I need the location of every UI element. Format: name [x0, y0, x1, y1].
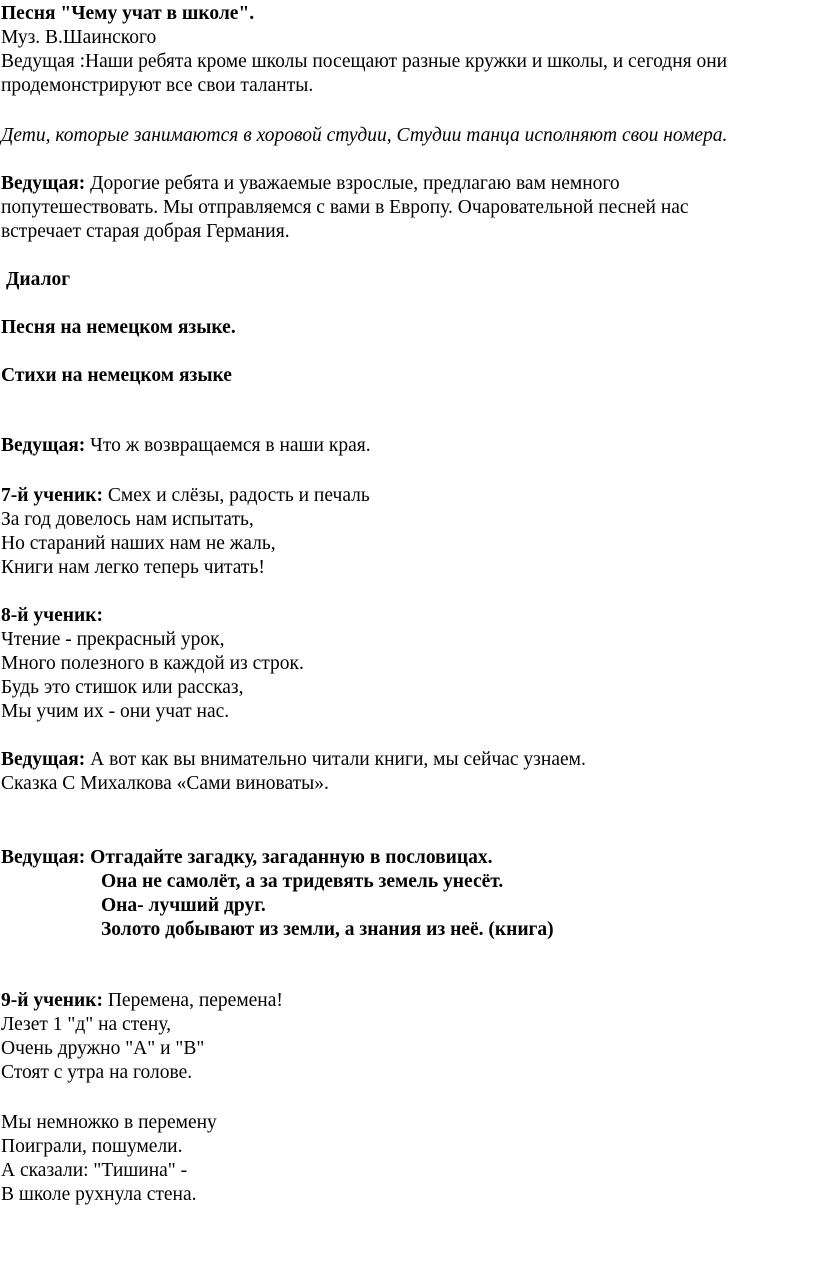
speaker-label: Ведущая:	[1, 749, 86, 770]
student-8-line-3: Будь это стишок или рассказ,	[1, 677, 244, 698]
host-speech-1-line-2: попутешествовать. Мы отправляемся с вами в Европу. Очаровательной песней нас	[1, 197, 689, 218]
studio-note: Дети, которые занимаются в хоровой студии, Студии танца исполняют свои номера.	[1, 125, 728, 146]
song-title: Песня "Чему учат в школе".	[1, 3, 255, 24]
student-9-line-1	[1, 989, 283, 1013]
student-9-line-2: Лезет 1 "д" на стену,	[1, 1014, 171, 1035]
student-9-line-5: Мы немножко в перемену	[1, 1112, 217, 1133]
composer-line: Муз. В.Шаинского	[1, 27, 157, 48]
speech-text: А вот как вы внимательно читали книги, мы сейчас узнаем.	[85, 749, 586, 770]
dialog-heading: Диалог	[6, 269, 71, 290]
speaker-label: 9-й ученик:	[1, 990, 103, 1011]
speech-text: Дорогие ребята и уважаемые взрослые, предлагаю вам немного	[85, 173, 620, 194]
riddle-text: Отгадайте загадку, загаданную в пословицах.	[85, 847, 493, 868]
student-9-line-6: Поиграли, пошумели.	[1, 1136, 183, 1157]
german-poems-heading: Стихи на немецком языке	[1, 365, 232, 386]
student-7-line-4: Книги нам легко теперь читать!	[1, 557, 265, 578]
student-9-line-7: А сказали: "Тишина" -	[1, 1160, 188, 1181]
riddle-line-1	[1, 846, 492, 870]
riddle-line-4: Золото добывают из земли, а знания из неё. (книга)	[101, 919, 554, 940]
speaker-label: Ведущая:	[1, 847, 86, 868]
student-8-label: 8-й ученик:	[1, 605, 103, 626]
intro-line-1: Ведущая :Наши ребята кроме школы посещают разные кружки и школы, и сегодня они	[1, 51, 728, 72]
student-8-line-2: Много полезного в каждой из строк.	[1, 653, 304, 674]
student-7-line-3: Но стараний наших нам не жаль,	[1, 533, 276, 554]
german-song-heading: Песня на немецком языке.	[1, 317, 236, 338]
riddle-line-2: Она не самолёт, а за тридевять земель унесёт.	[101, 871, 504, 892]
intro-line-2: продемонстрируют все свои таланты.	[1, 75, 314, 96]
host-speech-1-line-3: встречает старая добрая Германия.	[1, 221, 290, 242]
speaker-label: Ведущая:	[1, 173, 86, 194]
student-7-line-1	[1, 484, 370, 508]
student-9-line-8: В школе рухнула стена.	[1, 1184, 197, 1205]
riddle-line-3: Она- лучший друг.	[101, 895, 266, 916]
student-7-line-2: За год довелось нам испытать,	[1, 509, 254, 530]
host-speech-1-line-1	[1, 172, 620, 196]
speaker-label: 7-й ученик:	[1, 485, 103, 506]
student-8-line-4: Мы учим их - они учат нас.	[1, 701, 230, 722]
host-speech-3-line-1	[1, 748, 586, 772]
host-speech-3-line-2: Сказка С Михалкова «Сами виноваты».	[1, 773, 329, 794]
speech-text: Что ж возвращаемся в наши края.	[85, 435, 371, 456]
host-speech-2	[1, 434, 371, 458]
speaker-label: Ведущая:	[1, 435, 86, 456]
poem-line: Смех и слёзы, радость и печаль	[102, 485, 370, 506]
student-8-line-1: Чтение - прекрасный урок,	[1, 629, 225, 650]
poem-line: Перемена, перемена!	[102, 990, 283, 1011]
student-9-line-3: Очень дружно "А" и "В"	[1, 1038, 205, 1059]
student-9-line-4: Стоят с утра на голове.	[1, 1062, 193, 1083]
